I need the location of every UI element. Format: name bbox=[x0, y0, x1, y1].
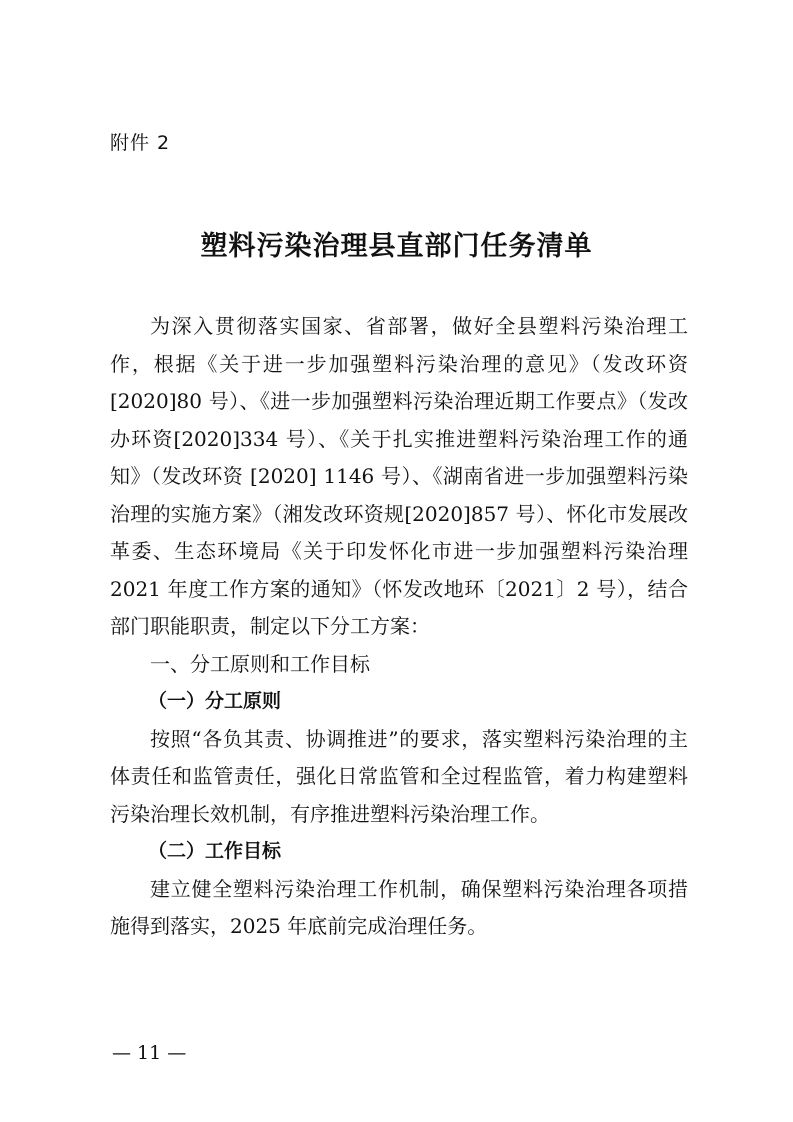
subsection-2-text: 建立健全塑料污染治理工作机制，确保塑料污染治理各项措施得到落实，2025 年底前完成治理任务。 bbox=[110, 876, 688, 938]
section-1-heading: 一、分工原则和工作目标 bbox=[150, 651, 370, 676]
document-body bbox=[110, 308, 688, 946]
subsection-1-text: 按照“各负其责、协调推进”的要求，落实塑料污染治理的主体责任和监管责任，强化日常监管和全过程监管，着力构建塑料污染治理长效机制，有序推进塑料污染治理工作。 bbox=[110, 726, 688, 826]
document-title: 塑料污染治理县直部门任务清单 bbox=[200, 231, 593, 262]
attachment-label: 附件 2 bbox=[110, 132, 171, 154]
subsection-1-heading: （一）分工原则 bbox=[148, 690, 282, 712]
page-number: — 11 — bbox=[112, 1042, 187, 1064]
subsection-2-heading: （二）工作目标 bbox=[148, 840, 282, 862]
intro-paragraph: 为深入贯彻落实国家、省部署，做好全县塑料污染治理工作，根据《关于进一步加强塑料污染治理的意见》（发改环资[2020]80 号）、《进一步加强塑料污染治理近期工作要点》（发改办环资[2020]334 号）、《关于扎实推进塑料污染治理工作的通知》（发改环资 [2020] 1146 号）、《湖南省进一步加强塑料污染治理的实施方案》（湘发改环资规[2020]857 号）、怀化市发展改革委、生态环境局《关于印发怀化市进一步加强塑料污染治理 2021 年度工作方案的通知》（怀发改地环〔2021〕2 号），结合部门职能职责，制定以下分工方案： bbox=[110, 314, 688, 638]
